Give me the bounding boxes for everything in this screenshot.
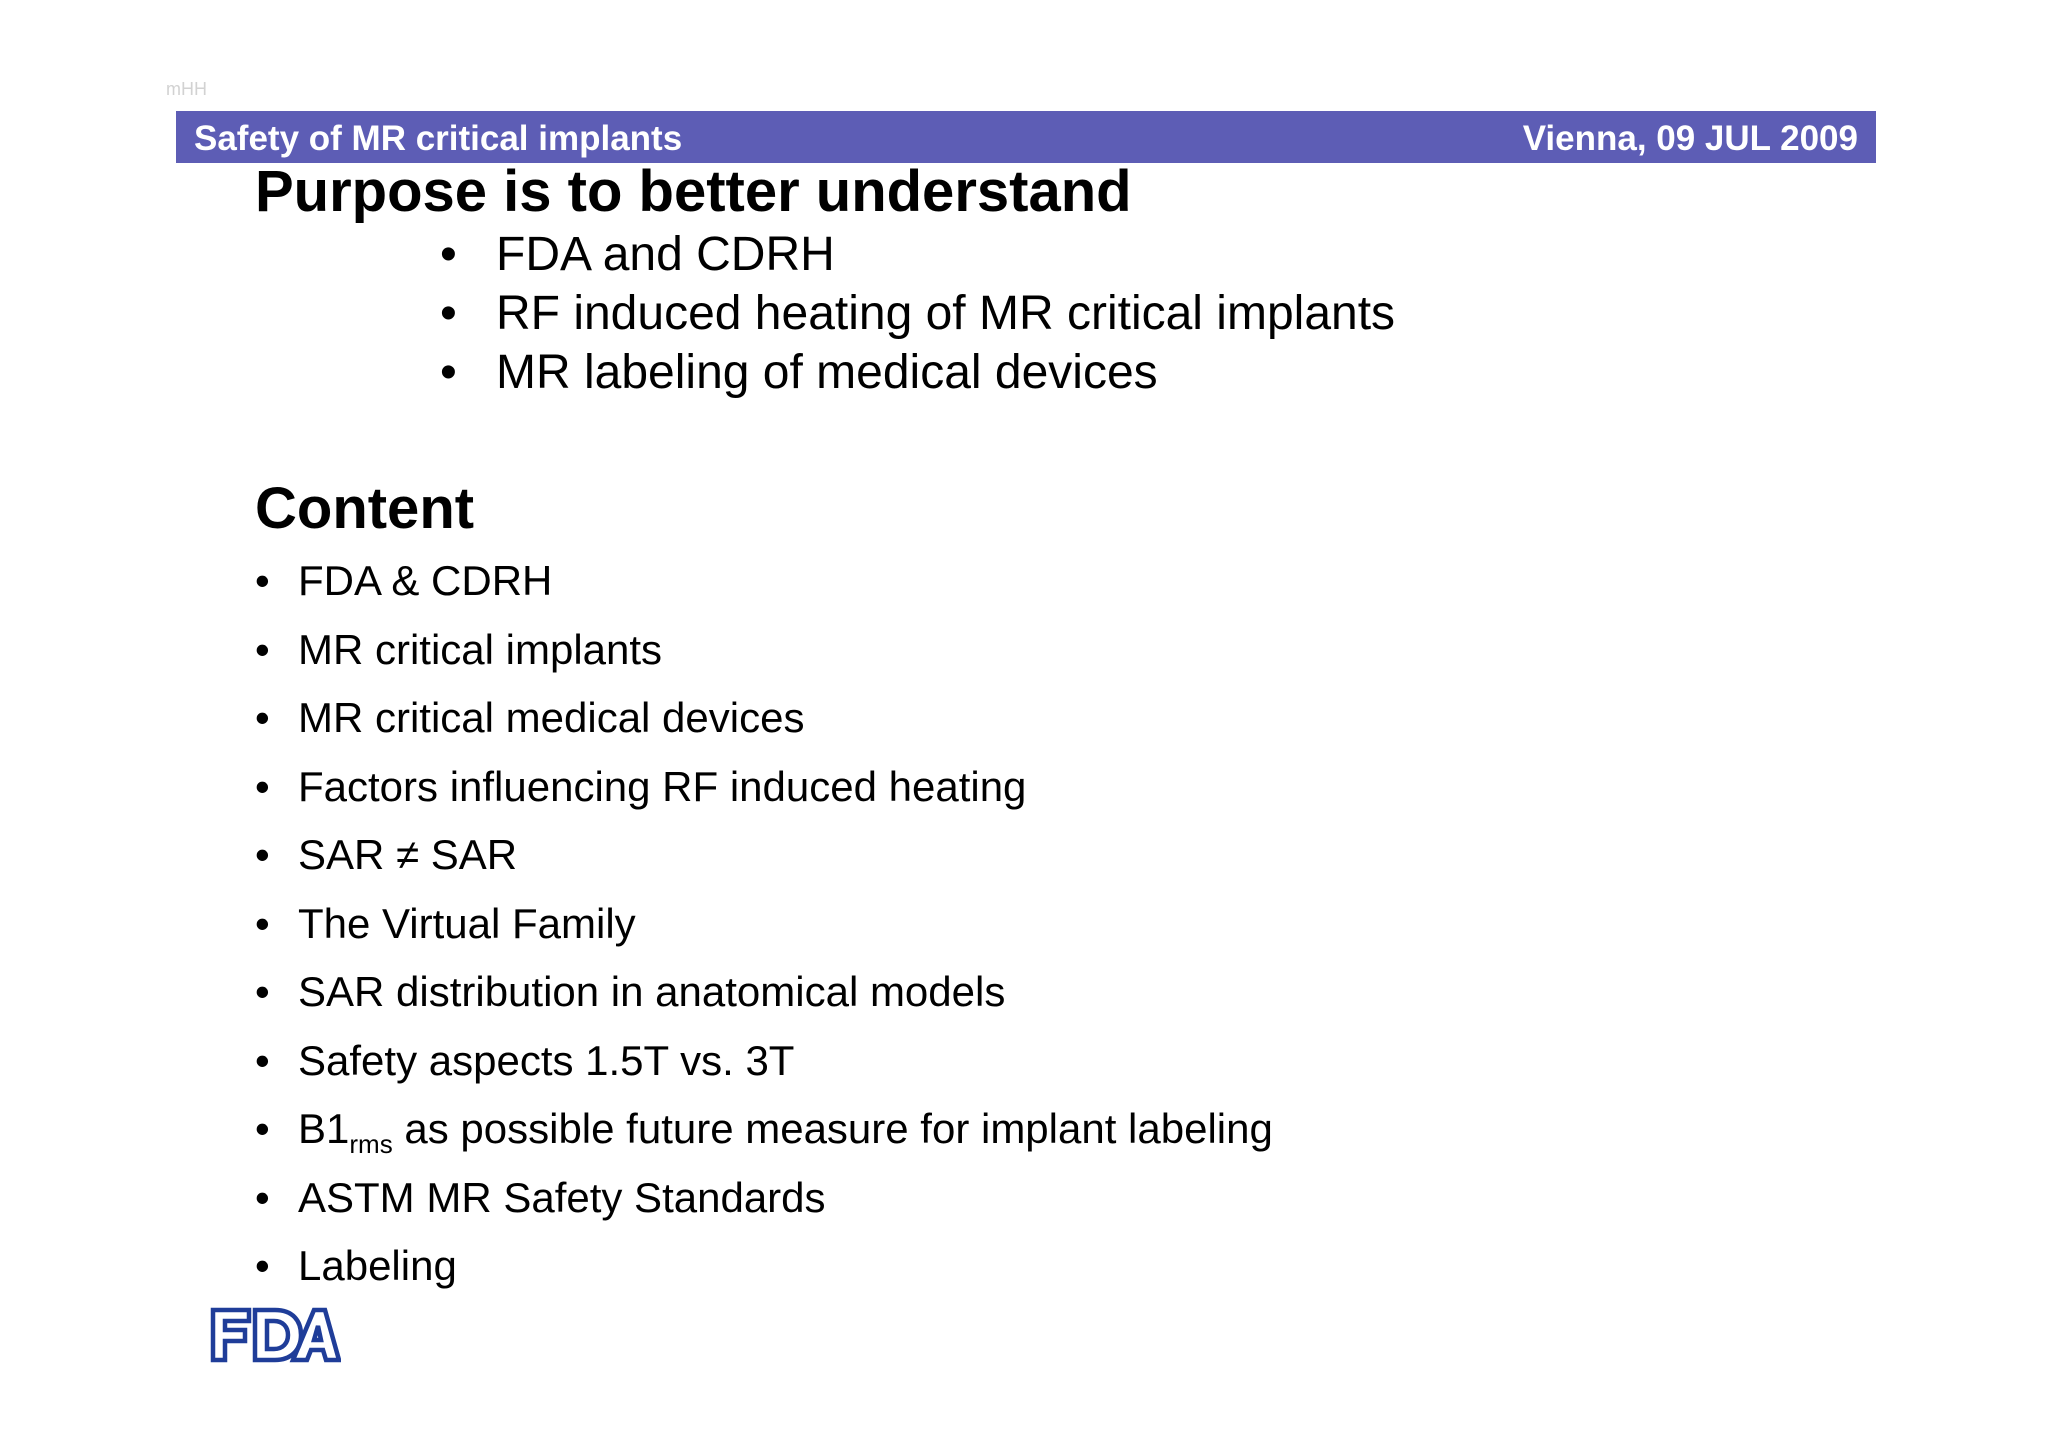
list-item [255, 692, 1273, 761]
bullet-icon: • [255, 625, 270, 673]
fda-logo [209, 1306, 341, 1364]
content-item-label: Safety aspects 1.5T vs. 3T [298, 1036, 795, 1084]
bullet-icon: • [255, 1036, 270, 1084]
list-item [255, 1035, 1273, 1104]
bullet-icon: • [255, 968, 270, 1015]
content-item-label: MR critical medical devices [298, 694, 805, 741]
purpose-item-label: MR labeling of medical devices [496, 346, 1158, 399]
bullet-icon: • [255, 557, 270, 604]
content-item-label: SAR distribution in anatomical models [298, 968, 1006, 1015]
content-item-label [298, 1105, 1273, 1159]
list-item [255, 966, 1273, 1035]
bullet-icon: • [440, 346, 457, 399]
content-item-label: ASTM MR Safety Standards [298, 1173, 826, 1221]
bullet-icon: • [255, 1173, 270, 1221]
list-item [255, 761, 1273, 830]
purpose-item-label: RF induced heating of MR critical implants [496, 287, 1396, 340]
purpose-list [440, 225, 1395, 402]
bullet-icon: • [255, 899, 270, 947]
content-item-label: SAR ≠ SAR [298, 831, 518, 878]
bullet-icon: • [255, 831, 270, 878]
bullet-icon: • [255, 762, 270, 810]
list-item [440, 284, 1395, 343]
b1-main: B1 [298, 1105, 350, 1152]
list-item [255, 1172, 1273, 1241]
location-date: Vienna, 09 JUL 2009 [1522, 119, 1858, 158]
bullet-icon: • [440, 287, 457, 340]
content-item-label: MR critical implants [298, 625, 663, 673]
list-item [440, 343, 1395, 402]
list-item [255, 1240, 1273, 1309]
bullet-icon: • [255, 1105, 270, 1152]
content-heading: Content [255, 476, 475, 541]
bullet-icon: • [440, 228, 457, 281]
corner-mark: mHH [166, 79, 207, 99]
list-item [440, 225, 1395, 284]
bullet-icon: • [255, 1242, 270, 1289]
content-item-label: Labeling [298, 1242, 457, 1289]
content-item-label: Factors influencing RF induced heating [298, 762, 1027, 810]
content-item-label: FDA & CDRH [298, 557, 553, 604]
content-item-label: The Virtual Family [298, 899, 636, 947]
list-item [255, 829, 1273, 898]
list-item [255, 1103, 1273, 1172]
header-bar [176, 111, 1876, 163]
slide-title: Safety of MR critical implants [194, 119, 683, 158]
bullet-icon: • [255, 694, 270, 741]
list-item [255, 555, 1273, 624]
list-item [255, 624, 1273, 693]
content-list [255, 555, 1273, 1309]
fda-logo-f [213, 1310, 249, 1360]
purpose-item-label: FDA and CDRH [496, 228, 835, 281]
b1-rest: as possible future measure for implant labeling [392, 1105, 1273, 1152]
list-item [255, 898, 1273, 967]
purpose-heading: Purpose is to better understand [255, 159, 1132, 224]
b1-subscript: rms [349, 1129, 393, 1159]
